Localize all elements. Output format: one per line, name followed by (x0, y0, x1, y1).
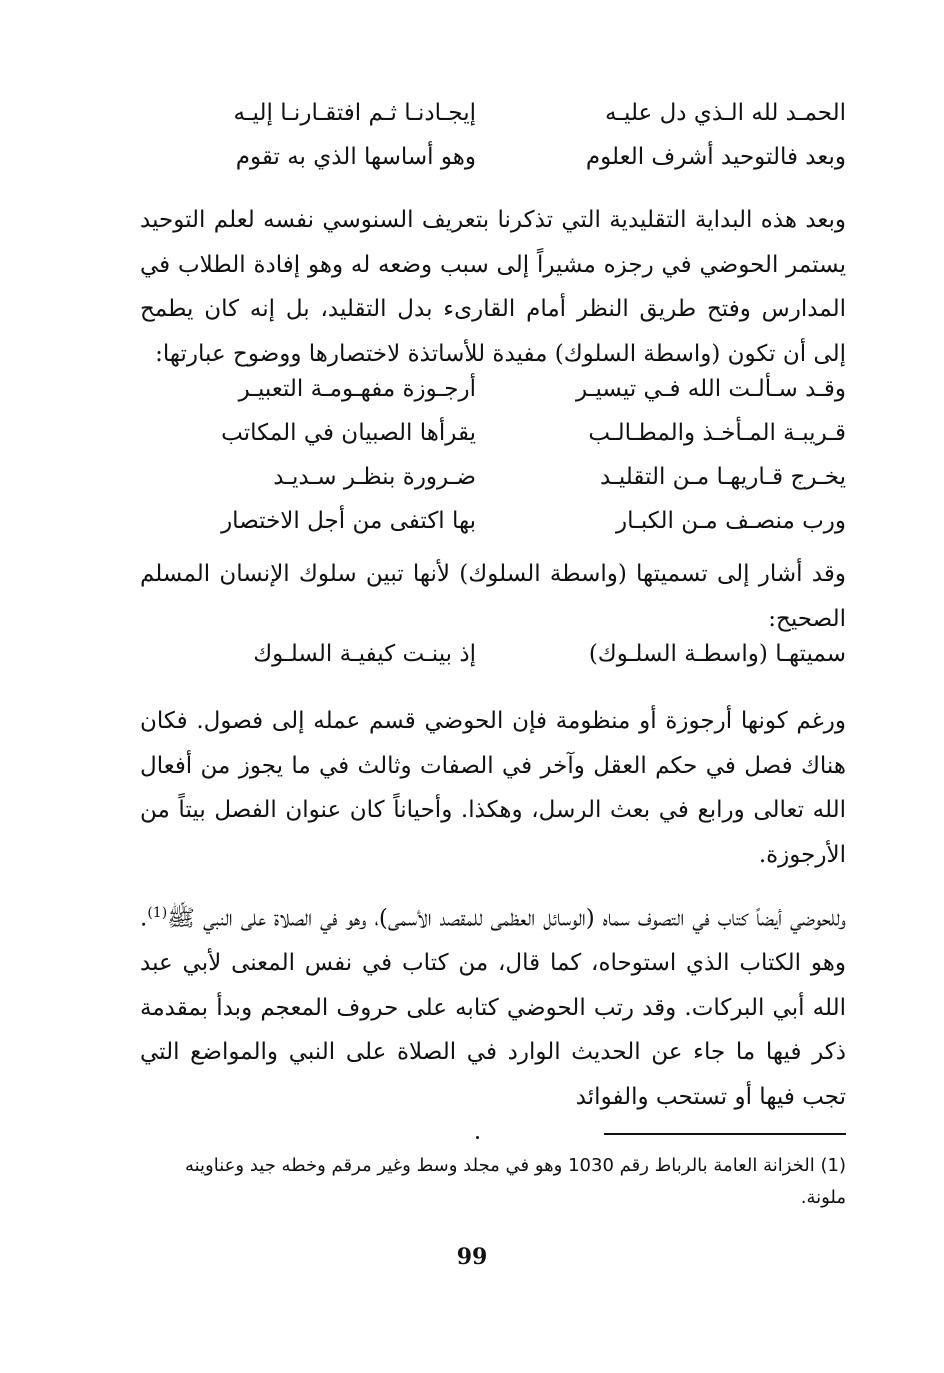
verse-hemistich-second: إيجـادنـا ثـم افتقـارنـا إليـه (233, 100, 476, 126)
verse-hemistich-first: ورب منصـف مـن الكبـار (615, 508, 846, 534)
verse-line (140, 144, 846, 188)
footnote-divider (604, 1133, 846, 1135)
footnote: (1) الخزانة العامة بالرباط رقم 1030 وهو في مجلد وسط وغير مرقم وخطه جيد وعناوينه ملونة. (184, 1155, 846, 1208)
print-speck (476, 1136, 479, 1139)
paragraph-4-part-a: وللحوضي أيضاً كتاب في التصوف سماه (الوسائل العظمى للمقصد الأسمى)، وهو في الصلاة على النبي ﷺ (167, 905, 846, 932)
verses-purpose (140, 376, 846, 552)
verse-hemistich-second: يقرأها الصبيان في المكاتب (221, 420, 476, 446)
verse-line (140, 100, 846, 144)
page-number: 99 (456, 1244, 488, 1270)
verse-hemistich-first: الحمـد لله الـذي دل عليـه (604, 100, 846, 126)
verse-hemistich-first: وبعد فالتوحيد أشرف العلوم (585, 144, 846, 170)
paragraph-3: ورغم كونها أرجوزة أو منظومة فإن الحوضي قسم عمله إلى فصول. فكان هناك فصل في حكم العقل وآخر في الصفات وثالث في ما يجوز من أفعال الله تعالى ورابع في بعث الرسل، وهكذا. وأحياناً كان عنوان الفصل بيتاً من الأرجوزة. (140, 708, 846, 868)
verse-line (140, 464, 846, 508)
verse-hemistich-first: وقـد سـألـت الله فـي تيسيـر (576, 376, 846, 402)
paragraph-4 (140, 891, 846, 1119)
paragraph-2: وقد أشار إلى تسميتها (واسطة السلوك) لأنها تبين سلوك الإنسان المسلم الصحيح: (140, 561, 846, 632)
verse-hemistich-second: بها اكتفى من أجل الاختصار (221, 508, 476, 534)
verse-line (140, 641, 846, 685)
verses-opening (140, 100, 846, 188)
verse-hemistich-first: سميتهـا (واسطـة السلـوك) (588, 641, 846, 667)
verse-hemistich-first: قـريبـة المـأخـذ والمطـالـب (588, 420, 846, 446)
verse-line (140, 420, 846, 464)
verse-hemistich-second: إذ بينـت كيفيـة السلـوك (253, 641, 476, 667)
verse-hemistich-first: يخـرج قـاريهـا مـن التقليـد (600, 464, 846, 490)
verse-line (140, 376, 846, 420)
paragraph-4-part-b: . وهو الكتاب الذي استوحاه، كما قال، من كتاب في نفس المعنى لأبي عبد الله أبي البركات. وقد رتب الحوضي كتابه على حروف المعجم وبدأ بمقدمة ذكر فيها ما جاء عن الحديث الوارد في الصلاة على النبي والمواضع التي تجب فيها أو تستحب والفوائد (140, 905, 846, 1110)
paragraph-1: وبعد هذه البداية التقليدية التي تذكرنا بتعريف السنوسي نفسه لعلم التوحيد يستمر الحوضي في رجزه مشيراً إلى سبب وضعه له وهو إفادة الطلاب في المدارس وفتح طريق النظر أمام القارىء بدل التقليد، بل إنه كان يطمح إلى أن تكون (واسطة السلوك) مفيدة للأساتذة لاختصارها ووضوح عبارتها: (140, 207, 846, 367)
verse-line (140, 508, 846, 552)
verse-hemistich-second: وهو أساسها الذي به تقوم (235, 144, 476, 170)
verse-hemistich-second: ضـرورة بنظـر سـديـد (273, 464, 476, 490)
footnote-reference: (1) (147, 905, 168, 921)
verses-title (140, 641, 846, 685)
page-body (140, 100, 846, 1119)
verse-hemistich-second: أرجـوزة مفهـومـة التعبيـر (238, 376, 476, 402)
